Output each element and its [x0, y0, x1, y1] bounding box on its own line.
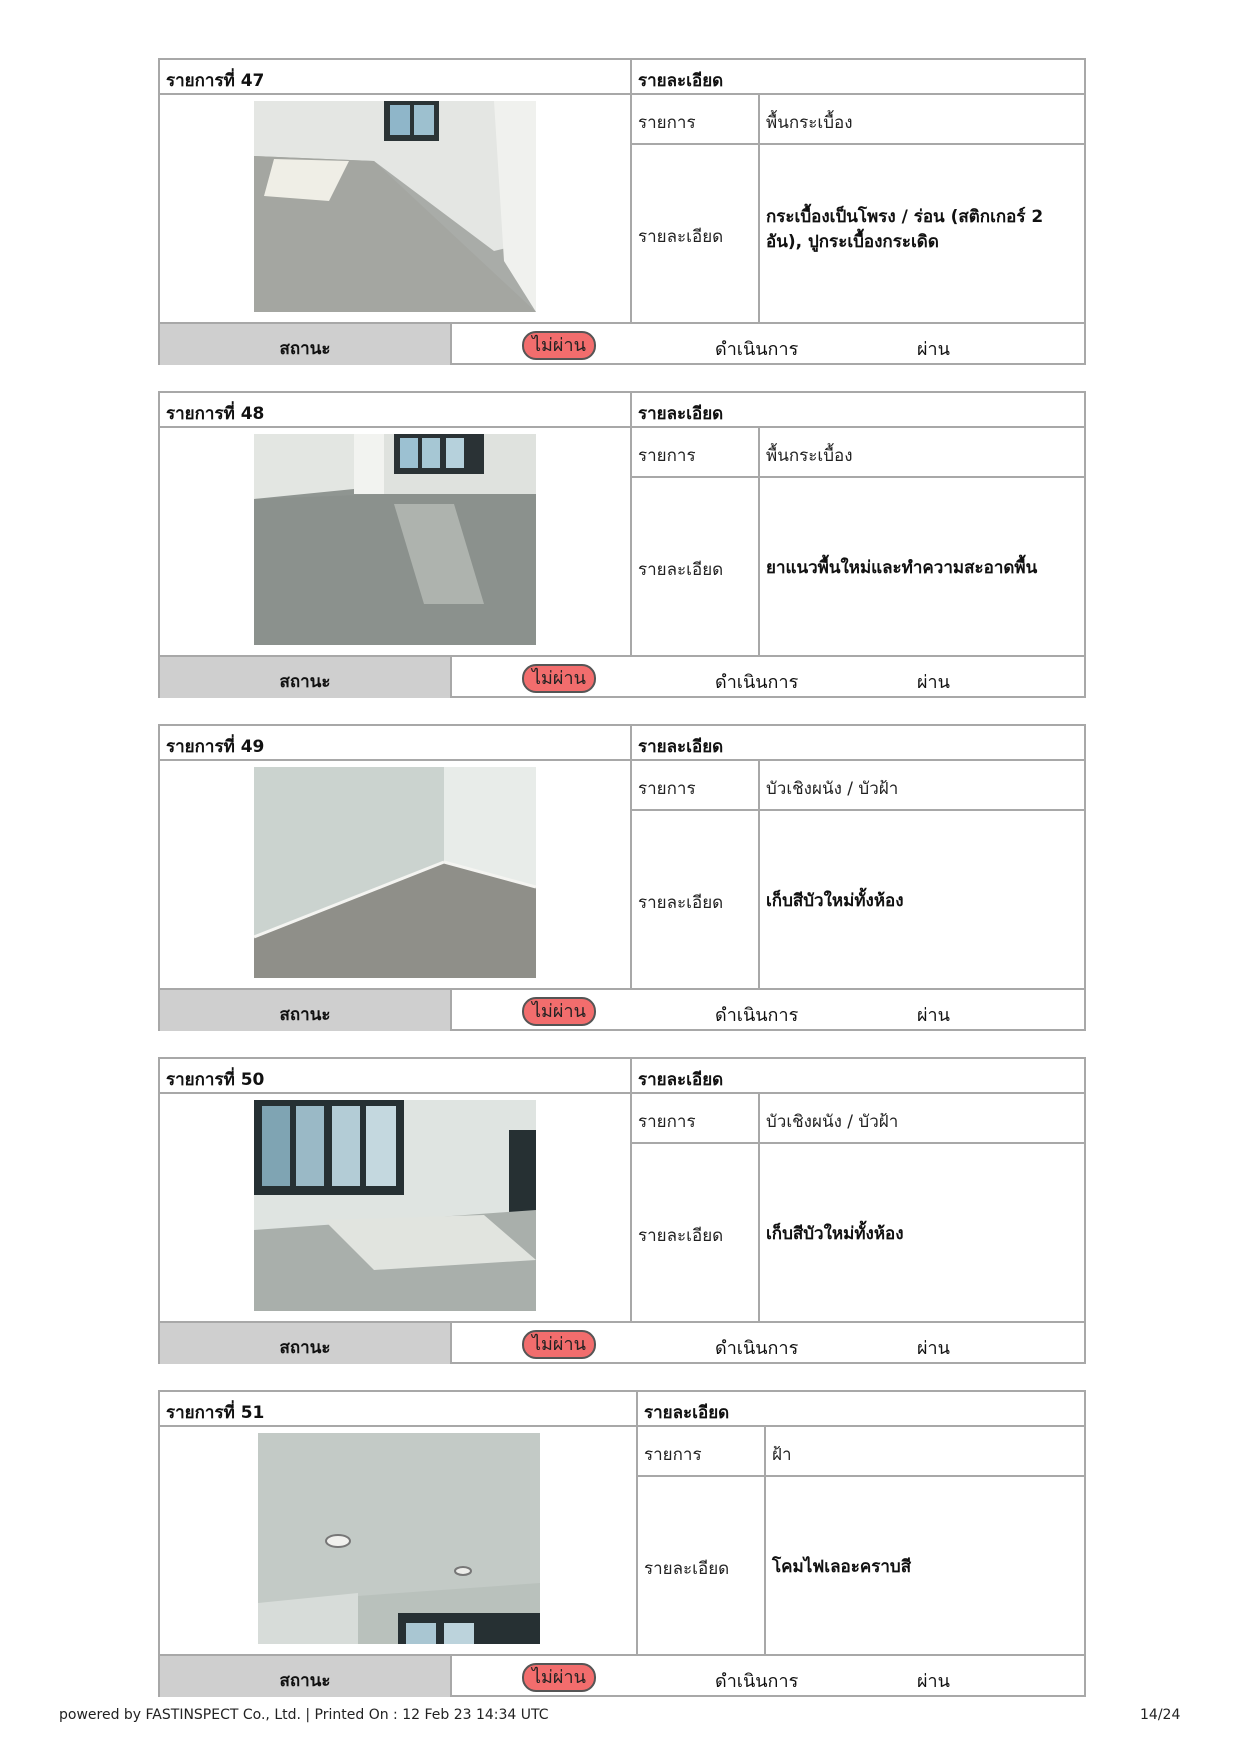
item-label-cell [638, 1427, 766, 1477]
inspection-card-50 [158, 1057, 1086, 1364]
status-label: สถานะ [279, 1671, 331, 1691]
inspection-card-51 [158, 1390, 1086, 1697]
item-title: รายการที่ 49 [166, 737, 265, 757]
item-label: รายการ [638, 446, 696, 466]
detail-header: รายละเอียด [638, 71, 724, 91]
detail-label: รายละเอียด [638, 893, 724, 913]
status-pass-option[interactable]: ผ่าน [917, 339, 950, 360]
inspection-photo[interactable] [254, 101, 536, 312]
item-label: รายการ [644, 1445, 702, 1465]
detail-label-cell [632, 478, 760, 655]
status-row [160, 655, 1084, 696]
item-value: บัวเชิงผนัง / บัวฝ้า [766, 1112, 899, 1132]
detail-label: รายละเอียด [638, 227, 724, 247]
detail-value-cell [766, 1477, 1084, 1654]
inspection-photo[interactable] [254, 434, 536, 645]
detail-value-cell [760, 145, 1084, 322]
item-value-cell [760, 428, 1084, 478]
detail-value-cell [760, 811, 1084, 988]
item-label-cell [632, 761, 760, 811]
item-value: บัวเชิงผนัง / บัวฝ้า [766, 779, 899, 799]
item-value: พื้นกระเบื้อง [766, 113, 853, 133]
item-value: ฝ้า [772, 1445, 792, 1465]
detail-value-cell [760, 1144, 1084, 1321]
card-header-left [160, 393, 632, 428]
item-value-cell [766, 1427, 1084, 1477]
detail-header: รายละเอียด [638, 737, 724, 757]
inspection-card-49 [158, 724, 1086, 1031]
inspection-card-48 [158, 391, 1086, 698]
status-fail-option[interactable]: ไม่ผ่าน [522, 997, 596, 1026]
card-header-left [160, 1392, 638, 1427]
inspection-photo[interactable] [254, 1100, 536, 1311]
card-header-right [632, 726, 1084, 761]
item-label: รายการ [638, 779, 696, 799]
detail-label: รายละเอียด [644, 1559, 730, 1579]
status-row [160, 322, 1084, 363]
detail-label-cell [632, 1144, 760, 1321]
status-label-cell [160, 657, 452, 698]
card-header-left [160, 60, 632, 95]
card-header-right [632, 1059, 1084, 1094]
card-header-left [160, 1059, 632, 1094]
card-header-left [160, 726, 632, 761]
detail-header: รายละเอียด [638, 1070, 724, 1090]
status-in-progress-option[interactable]: ดำเนินการ [715, 1338, 799, 1359]
status-pass-option[interactable]: ผ่าน [917, 1005, 950, 1026]
status-fail-option[interactable]: ไม่ผ่าน [522, 331, 596, 360]
status-label-cell [160, 1323, 452, 1364]
status-in-progress-option[interactable]: ดำเนินการ [715, 339, 799, 360]
inspection-card-47 [158, 58, 1086, 365]
item-label-cell [632, 428, 760, 478]
status-fail-option[interactable]: ไม่ผ่าน [522, 664, 596, 693]
detail-value: กระเบื้องเป็นโพรง / ร่อน (สติกเกอร์ 2 อัน), ปูกระเบื้องกระเดิด [766, 207, 1044, 252]
detail-label-cell [632, 811, 760, 988]
item-label-cell [632, 95, 760, 145]
status-fail-option[interactable]: ไม่ผ่าน [522, 1663, 596, 1692]
item-value: พื้นกระเบื้อง [766, 446, 853, 466]
status-label-cell [160, 324, 452, 365]
card-header-right [638, 1392, 1084, 1427]
detail-value: เก็บสีบัวใหม่ทั้งห้อง [766, 1224, 904, 1244]
status-pass-option[interactable]: ผ่าน [917, 1671, 950, 1692]
detail-label: รายละเอียด [638, 560, 724, 580]
status-label: สถานะ [279, 339, 331, 359]
detail-header: รายละเอียด [638, 404, 724, 424]
status-label: สถานะ [279, 672, 331, 692]
detail-label: รายละเอียด [638, 1226, 724, 1246]
item-label: รายการ [638, 1112, 696, 1132]
status-label: สถานะ [279, 1005, 331, 1025]
photo-cell [160, 95, 632, 322]
detail-value: ยาแนวพื้นใหม่และทำความสะอาดพื้น [766, 558, 1038, 578]
photo-cell [160, 761, 632, 988]
detail-value-cell [760, 478, 1084, 655]
status-fail-option[interactable]: ไม่ผ่าน [522, 1330, 596, 1359]
status-in-progress-option[interactable]: ดำเนินการ [715, 1671, 799, 1692]
status-in-progress-option[interactable]: ดำเนินการ [715, 672, 799, 693]
status-row [160, 1321, 1084, 1362]
status-pass-option[interactable]: ผ่าน [917, 1338, 950, 1359]
item-value-cell [760, 95, 1084, 145]
card-header-right [632, 60, 1084, 95]
footer-printed-info: powered by FASTINSPECT Co., Ltd. | Printed On : 12 Feb 23 14:34 UTC [59, 1707, 549, 1723]
page-number: 14/24 [1140, 1707, 1181, 1723]
status-label: สถานะ [279, 1338, 331, 1358]
status-row [160, 1654, 1084, 1695]
detail-label-cell [632, 145, 760, 322]
status-in-progress-option[interactable]: ดำเนินการ [715, 1005, 799, 1026]
status-label-cell [160, 990, 452, 1031]
status-pass-option[interactable]: ผ่าน [917, 672, 950, 693]
card-header-right [632, 393, 1084, 428]
detail-header: รายละเอียด [644, 1403, 730, 1423]
inspection-photo[interactable] [254, 767, 536, 978]
item-title: รายการที่ 47 [166, 71, 265, 91]
inspection-photo[interactable] [258, 1433, 540, 1644]
photo-cell [160, 1094, 632, 1321]
status-label-cell [160, 1656, 452, 1697]
photo-cell [160, 428, 632, 655]
item-title: รายการที่ 50 [166, 1070, 265, 1090]
item-value-cell [760, 1094, 1084, 1144]
detail-value: เก็บสีบัวใหม่ทั้งห้อง [766, 891, 904, 911]
detail-label-cell [638, 1477, 766, 1654]
detail-value: โคมไฟเลอะคราบสี [772, 1557, 912, 1577]
photo-cell [160, 1427, 638, 1654]
item-value-cell [760, 761, 1084, 811]
item-label: รายการ [638, 113, 696, 133]
item-title: รายการที่ 51 [166, 1403, 265, 1423]
item-title: รายการที่ 48 [166, 404, 265, 424]
item-label-cell [632, 1094, 760, 1144]
status-row [160, 988, 1084, 1029]
